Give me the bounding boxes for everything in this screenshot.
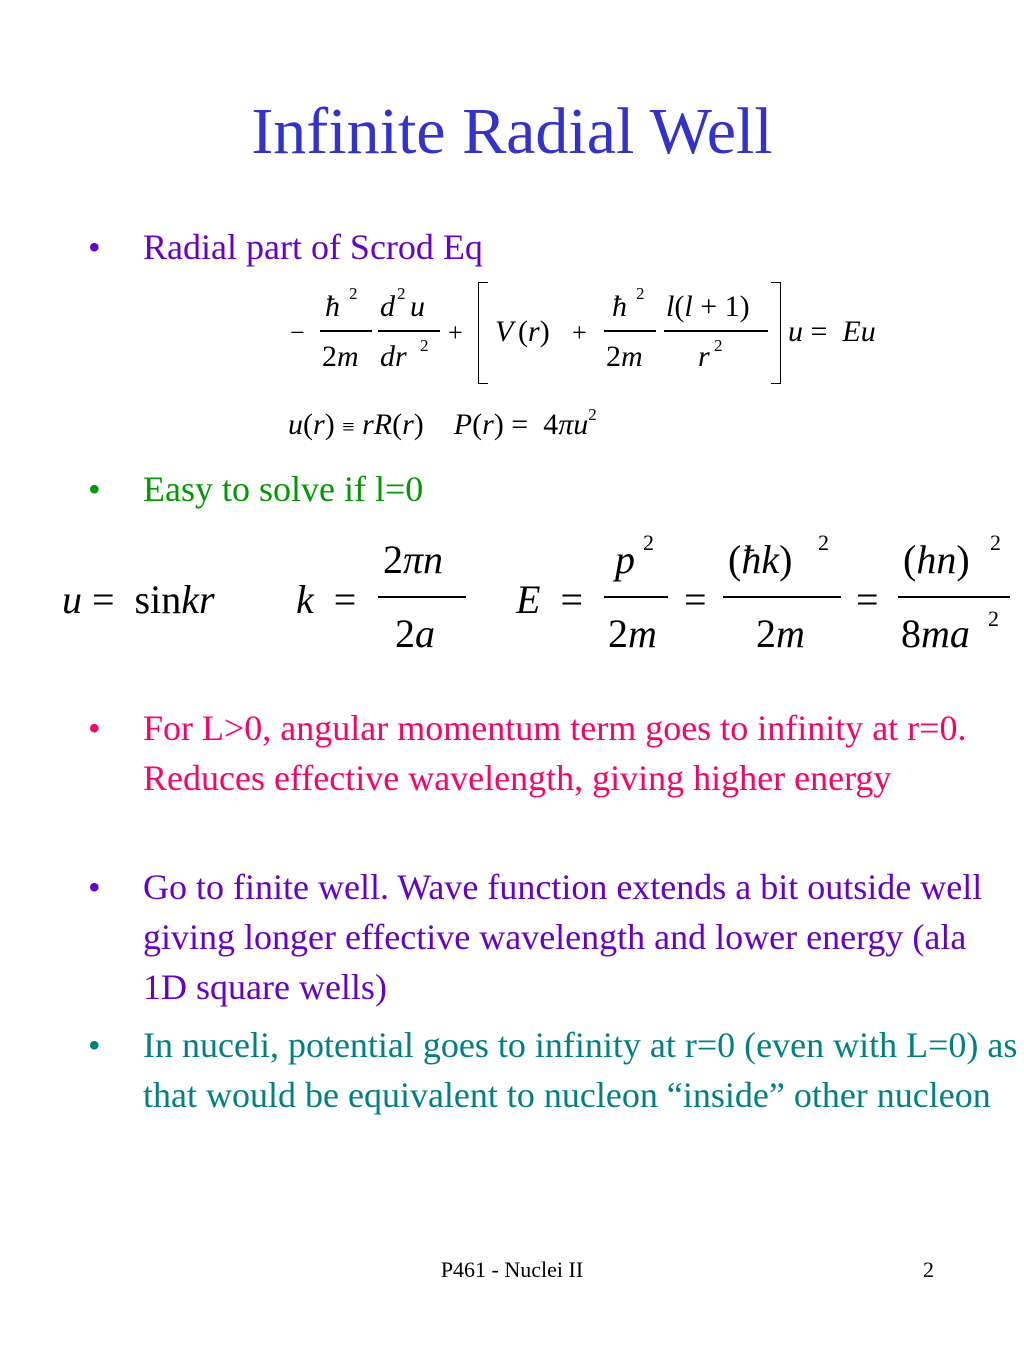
bullet-marker: • [88,708,101,748]
page-number: 2 [923,1257,934,1282]
bullet-angular-momentum: For L>0, angular momentum term goes to infinity at r=0. Reduces effective wavelength, giving higher energy [143,708,967,798]
bullet-marker: • [88,469,101,509]
bullet-marker: • [88,867,101,907]
radial-function-definition: u(r) ≡ rR(r) $P(r) = 4\pi u^2$ [288,405,597,441]
footer-course-label: P461 - Nuclei II [440,1257,584,1282]
bullet-marker: • [88,227,101,267]
bullet-finite-well: Go to finite well. Wave function extends a bit outside well giving longer effective wavelength and lower energy (ala 1D square wells) [143,867,983,1007]
infinite-well-solution-equation: u = sinkr k = 2πn 2a E = p 2 2m = (ħk) 2 2m = (hn) 2 8ma 2 [0,0,1024,700]
bullet-marker: • [88,1025,101,1065]
slide-title: Infinite Radial Well [251,95,773,168]
radial-schrodinger-equation: − ħ 2 2m d 2 u dr 2 + V (r) + ħ 2 2m l(l + 1) r 2 u = Eu [0,0,1024,400]
bullet-radial-part: Radial part of Scrod Eq [143,227,483,267]
bullet-nuclei-potential: In nuceli, potential goes to infinity at r=0 (even with L=0) as that would be equivalent to nucleon “inside” other nucleon [143,1025,1018,1115]
bullet-easy-to-solve: Easy to solve if l=0 [143,469,424,509]
